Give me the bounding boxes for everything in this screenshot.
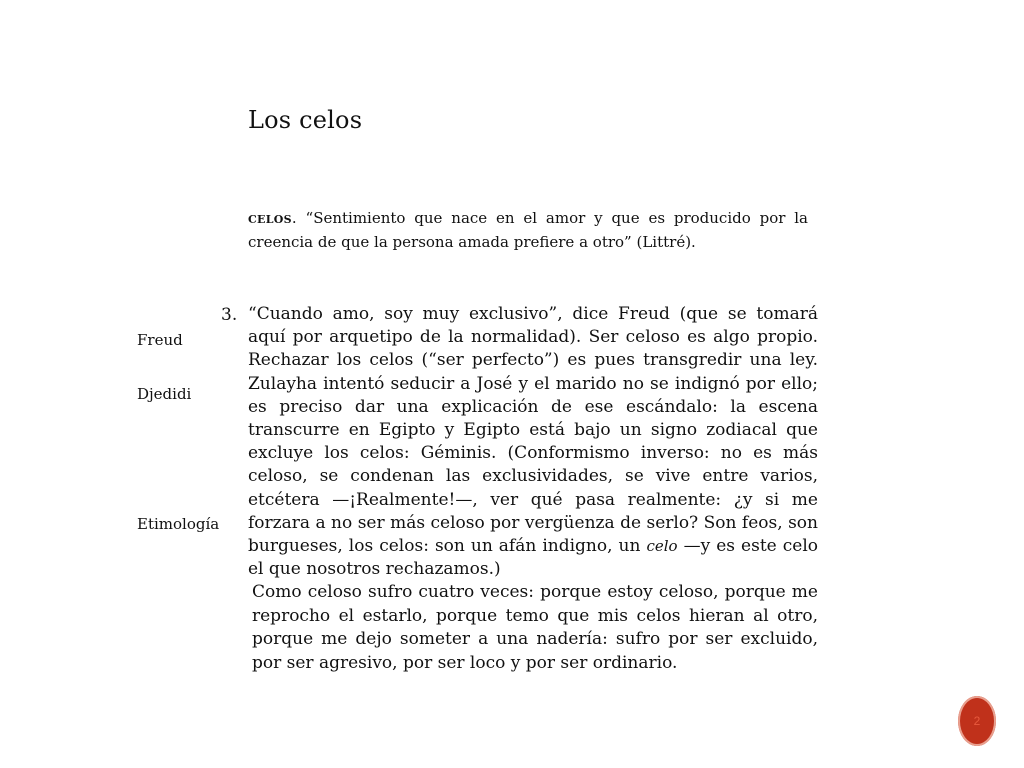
section-text-after: —y es este celo el que nosotros rechazamos.) bbox=[248, 536, 819, 580]
margin-label-etimologia: Etimología bbox=[137, 515, 220, 533]
slide-number-badge bbox=[958, 696, 996, 746]
section-text-before: “Cuando amo, soy muy exclusivo”, dice Freud (que se tomará aquí por arquetipo de la normalidad). Ser celoso es algo propio. Rechazar los celos (“ser perfecto”) es pues transgredir una ley. Zulayha intentó seducir a José y el marido no se indignó por ello; es preciso dar una explicación de ese escándalo: la escena transcurre en Egipto y Egipto está bajo un signo zodiacal que excluye los celos: Géminis. (Conformismo inverso: no es más celoso, se condenan las exclusividades, se vive entre varios, etcétera —¡Realmente!—, ver qué pasa realmente: ¿y si me forzara a no ser más celoso por vergüenza de serlo? Son feos, son burgueses, los celos: son un afán indigno, un bbox=[248, 304, 818, 557]
definition-paragraph bbox=[248, 206, 808, 254]
slide-number: 2 bbox=[973, 714, 981, 728]
section-number: 3. bbox=[221, 305, 238, 325]
margin-label-djedidi: Djedidi bbox=[137, 385, 192, 403]
margin-label-freud: Freud bbox=[137, 331, 183, 349]
second-paragraph: Como celoso sufro cuatro veces: porque estoy celoso, porque me reprocho el estarlo, porque temo que mis celos hieran al otro, porque me dejo someter a una nadería: sufro por ser excluido, por ser agresivo, por ser loco y por ser ordinario. bbox=[252, 582, 818, 673]
page-title: Los celos bbox=[248, 106, 363, 134]
definition-term: celos bbox=[248, 209, 292, 227]
section-italic-word: celo bbox=[646, 537, 678, 556]
definition-text: . “Sentimiento que nace en el amor y que es producido por la creencia de que la persona amada prefiere a otro” (Littré). bbox=[248, 209, 808, 251]
section-paragraph bbox=[248, 303, 818, 581]
